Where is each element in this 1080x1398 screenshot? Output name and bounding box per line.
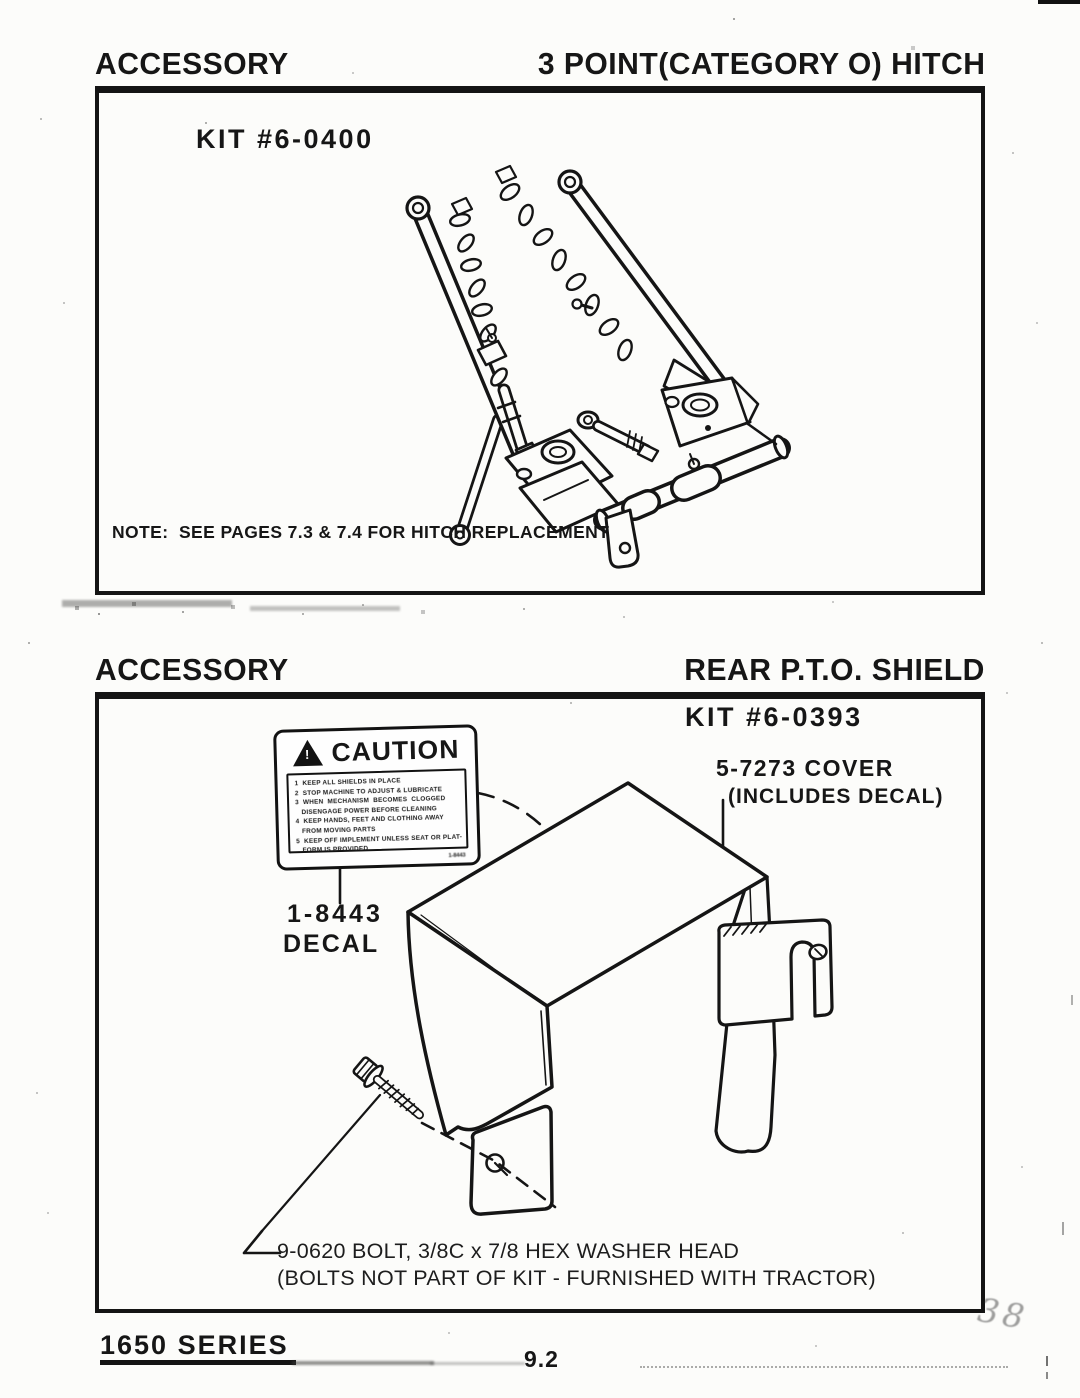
pto-header-row bbox=[95, 652, 985, 688]
cover-callout-line2: (INCLUDES DECAL) bbox=[728, 785, 944, 808]
handwritten-page-note: 38 bbox=[974, 1289, 1032, 1338]
decal-callout-label: DECAL bbox=[283, 930, 380, 958]
footer-dotted-line bbox=[640, 1366, 1008, 1368]
hitch-note: NOTE: SEE PAGES 7.3 & 7.4 FOR HITCH REPLACEMENT bbox=[112, 522, 610, 542]
shield-notched-tab bbox=[719, 920, 832, 1025]
hitch-header-accessory: ACCESSORY bbox=[95, 46, 289, 81]
footer-underline bbox=[100, 1360, 296, 1365]
bolt-leader-angle bbox=[244, 1231, 280, 1253]
scan-smudge bbox=[62, 600, 232, 607]
caution-decal-text: 1 KEEP ALL SHIELDS IN PLACE 2 STOP MACHINE TO ADJUST & LUBRICATE 3 WHEN MECHANISM BECOMES CLOGGED DISENGAGE POWER BEFORE CLEANING 4 KEEP HANDS, FEET AND CLOTHING AWAY FROM MOVING PARTS 5 KEEP OFF IMPLEMENT UNLESS SEAT OR PLAT- FORM IS PROVIDED bbox=[286, 768, 468, 853]
caution-decal-part-code: 1-8443 bbox=[448, 852, 466, 860]
paper-noise bbox=[0, 0, 2, 2]
pto-header-title: REAR P.T.O. SHIELD bbox=[684, 652, 985, 687]
hitch-header-title: 3 POINT(CATEGORY O) HITCH bbox=[537, 46, 985, 81]
warning-triangle-icon: ! bbox=[293, 739, 324, 766]
footer-underline-smudge bbox=[292, 1361, 434, 1365]
cover-callout-line1: 5-7273 COVER bbox=[716, 755, 894, 781]
decal-callout-number: 1-8443 bbox=[287, 900, 383, 928]
pto-header-accessory: ACCESSORY bbox=[95, 652, 289, 687]
footer-series-label: 1650 SERIES bbox=[100, 1330, 289, 1360]
hitch-right-arm bbox=[559, 171, 730, 398]
hitch-right-chain bbox=[496, 166, 634, 362]
hitch-drawing bbox=[378, 158, 808, 558]
bolt-leader-line bbox=[262, 1095, 380, 1231]
pto-kit-number: KIT #6-0393 bbox=[685, 702, 863, 732]
bolt-callout-line1: 9-0620 BOLT, 3/8C x 7/8 HEX WASHER HEAD bbox=[277, 1239, 740, 1263]
bolt-callout-line2: (BOLTS NOT PART OF KIT - FURNISHED WITH TRACTOR) bbox=[277, 1266, 876, 1290]
scan-edge-mark bbox=[1038, 0, 1080, 4]
hitch-kit-number: KIT #6-0400 bbox=[196, 124, 374, 154]
page-number: 9.2 bbox=[524, 1346, 559, 1372]
pto-shield-drawing bbox=[230, 755, 880, 1265]
hitch-header-row bbox=[95, 46, 985, 82]
caution-decal-title: CAUTION bbox=[331, 733, 461, 767]
